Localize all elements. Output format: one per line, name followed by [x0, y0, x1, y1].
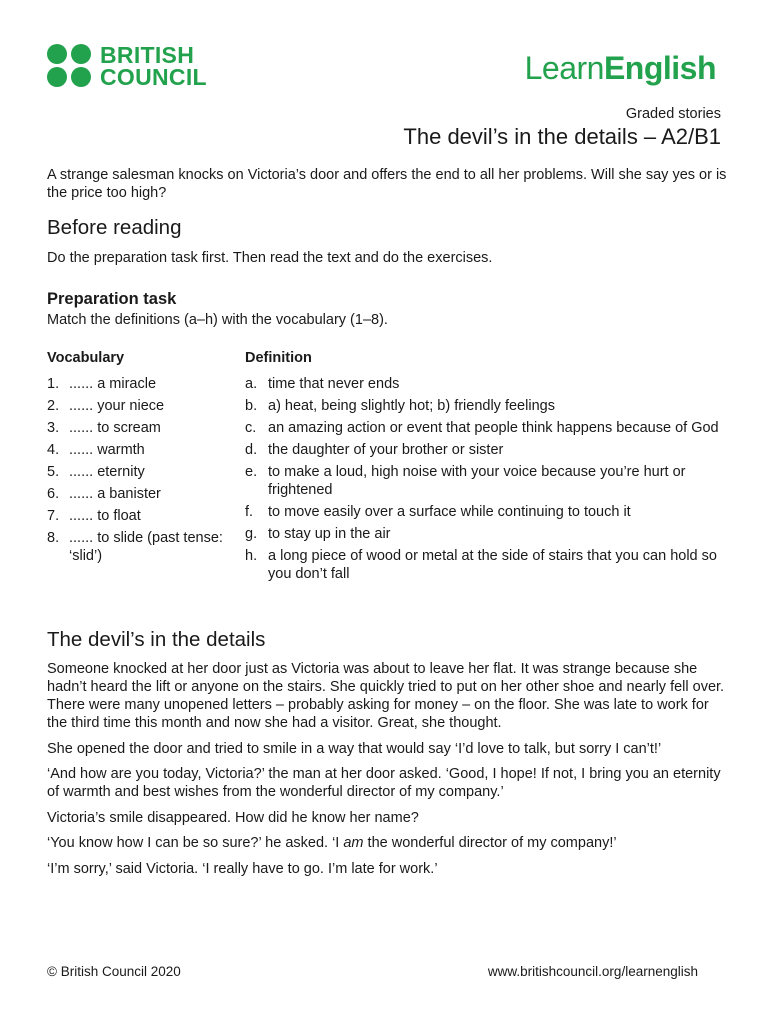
- learnenglish-logo: [525, 50, 716, 87]
- definition-item: [245, 463, 725, 499]
- definition-text: time that never ends: [268, 376, 400, 392]
- brand-line-2: COUNCIL: [100, 64, 207, 90]
- british-council-logo: [47, 44, 207, 88]
- definition-letter: g.: [245, 526, 258, 542]
- preparation-heading: Preparation task: [47, 290, 177, 308]
- vocab-number: 8.: [47, 530, 60, 546]
- vocab-text: ...... to float: [69, 508, 141, 524]
- definition-text: an amazing action or event that people think happens because of God: [268, 420, 719, 436]
- vocab-text: ...... eternity: [69, 464, 145, 480]
- before-reading-text: Do the preparation task first. Then read the text and do the exercises.: [47, 250, 493, 266]
- definition-letter: a.: [245, 376, 258, 392]
- vocab-number: 2.: [47, 398, 60, 414]
- learn-logo-light: Learn: [524, 50, 604, 86]
- story-heading: The devil’s in the details: [47, 628, 266, 651]
- footer-copyright: © British Council 2020: [47, 964, 181, 979]
- definition-item: [245, 441, 725, 459]
- vocabulary-item: [47, 375, 227, 393]
- definition-column-header: Definition: [245, 350, 312, 366]
- story-paragraph: ‘And how are you today, Victoria?’ the man at her door asked. ‘Good, I hope! If not, I bring you an eternity of warmth and best wishes from the wonderful director of my company.’: [47, 766, 721, 800]
- vocab-number: 3.: [47, 420, 60, 436]
- vocab-number: 5.: [47, 464, 60, 480]
- definition-list: [245, 375, 725, 587]
- intro-text: A strange salesman knocks on Victoria’s door and offers the end to all her problems. Will she say yes or is the price too high?: [47, 167, 727, 201]
- vocabulary-item: [47, 397, 227, 415]
- vocabulary-item: [47, 485, 227, 503]
- story-paragraph: Victoria’s smile disappeared. How did he know her name?: [47, 809, 419, 826]
- definition-text: to stay up in the air: [268, 526, 391, 542]
- footer-url[interactable]: www.britishcouncil.org/learnenglish: [487, 964, 698, 979]
- definition-item: [245, 419, 725, 437]
- definition-text: a long piece of wood or metal at the side of stairs that you can hold so you don’t fall: [268, 548, 717, 582]
- vocab-text: ...... a miracle: [69, 376, 157, 392]
- definition-item: [245, 547, 725, 583]
- preparation-instruction: Match the definitions (a–h) with the vocabulary (1–8).: [47, 312, 388, 328]
- story-body: [47, 660, 727, 885]
- vocab-number: 4.: [47, 442, 60, 458]
- definition-item: [245, 525, 725, 543]
- definition-letter: e.: [245, 464, 258, 480]
- vocabulary-item: [47, 529, 227, 565]
- vocabulary-item: [47, 419, 227, 437]
- story-paragraph: She opened the door and tried to smile in a way that would say ‘I’d love to talk, but sorry I can’t!’: [47, 740, 662, 757]
- vocab-text: ...... warmth: [69, 442, 145, 458]
- definition-letter: b.: [245, 398, 258, 414]
- story-paragraph: [47, 834, 727, 852]
- definition-letter: f.: [245, 504, 254, 520]
- vocab-text: ...... your niece: [69, 398, 165, 414]
- vocabulary-list: [47, 375, 227, 569]
- definition-text: to move easily over a surface while continuing to touch it: [268, 504, 631, 520]
- definition-item: [245, 397, 725, 415]
- definition-item: [245, 503, 725, 521]
- british-council-dots-icon: [47, 44, 94, 88]
- category-label: Graded stories: [625, 106, 721, 122]
- definition-letter: d.: [245, 442, 258, 458]
- definition-item: [245, 375, 725, 393]
- document-title: The devil’s in the details – A2/B1: [403, 124, 721, 149]
- definition-text: a) heat, being slightly hot; b) friendly feelings: [268, 398, 555, 414]
- definition-text: the daughter of your brother or sister: [268, 442, 504, 458]
- before-reading-heading: Before reading: [47, 216, 182, 239]
- vocab-text: ...... a banister: [69, 486, 161, 502]
- brand-line-1: BRITISH: [100, 42, 195, 68]
- story-paragraph: ‘I’m sorry,’ said Victoria. ‘I really have to go. I’m late for work.’: [47, 860, 438, 877]
- learn-logo-bold: English: [603, 50, 716, 86]
- story-paragraph: Someone knocked at her door just as Victoria was about to leave her flat. It was strange because she hadn’t heard the lift or anyone on the stairs. She quickly tried to put on her other shoe and nearly fell over. There were many unopened letters – probably asking for money – on the floor. She was late to work for the third time this month and now she had a visitor. Great, she thought.: [47, 661, 725, 731]
- definition-letter: c.: [245, 420, 257, 436]
- vocabulary-item: [47, 507, 227, 525]
- story-emphasis: am: [343, 835, 364, 851]
- story-text: the wonderful director of my company!’: [363, 835, 617, 851]
- british-council-wordmark: [100, 44, 207, 88]
- definition-letter: h.: [245, 548, 258, 564]
- definition-text: to make a loud, high noise with your voice because you’re hurt or frightened: [268, 464, 686, 498]
- vocab-number: 7.: [47, 508, 60, 524]
- vocabulary-column-header: Vocabulary: [47, 350, 125, 366]
- vocab-number: 6.: [47, 486, 60, 502]
- vocab-text: ...... to scream: [69, 420, 161, 436]
- vocabulary-item: [47, 441, 227, 459]
- vocab-number: 1.: [47, 376, 60, 392]
- vocab-text: ...... to slide (past tense: ‘slid’): [69, 530, 223, 564]
- vocabulary-item: [47, 463, 227, 481]
- story-text: ‘You know how I can be so sure?’ he asked. ‘I: [47, 835, 344, 851]
